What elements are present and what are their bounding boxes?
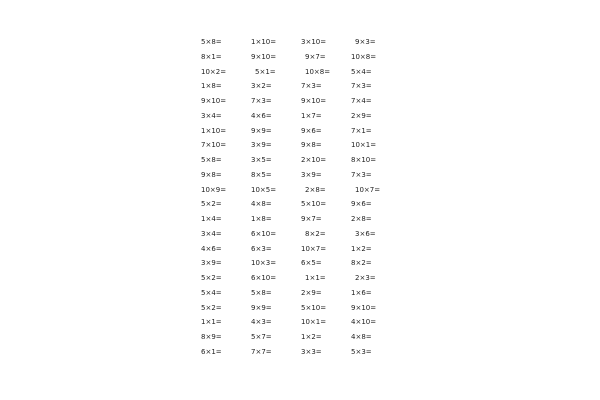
problem-cell: 7×3= <box>251 97 272 105</box>
problem-cell: 6×1= <box>201 347 222 356</box>
problem-cell: 7×3= <box>351 82 372 91</box>
problem-cell: 8×9= <box>201 333 222 341</box>
problem-cell: 8×2= <box>305 229 326 238</box>
problem-cell: 3×5= <box>251 156 272 164</box>
problem-cell: 8×5= <box>251 170 272 179</box>
problem-cell: 4×3= <box>251 318 272 327</box>
problem-cell: 2×9= <box>301 288 322 297</box>
problem-cell: 9×10= <box>201 97 227 105</box>
problem-cell: 1×1= <box>305 274 326 282</box>
problem-cell: 1×2= <box>351 244 372 253</box>
problem-cell: 7×3= <box>351 170 372 179</box>
problem-cell: 1×2= <box>301 333 322 341</box>
problem-cell: 1×7= <box>301 111 322 120</box>
problem-cell: 10×8= <box>305 67 331 76</box>
problem-cell: 8×2= <box>351 259 372 268</box>
problem-cell: 2×9= <box>351 111 372 120</box>
problem-cell: 5×7= <box>251 333 272 341</box>
problem-cell: 3×6= <box>355 229 376 238</box>
problem-cell: 1×4= <box>201 215 222 223</box>
problem-cell: 3×2= <box>251 82 272 91</box>
problem-cell: 7×4= <box>351 97 372 105</box>
problem-cell: 1×10= <box>251 38 277 46</box>
problem-cell: 3×4= <box>201 111 222 120</box>
problem-cell: 9×9= <box>251 126 272 135</box>
problem-cell: 9×8= <box>301 141 322 150</box>
problem-cell: 5×4= <box>201 288 222 297</box>
problem-cell: 7×7= <box>251 347 272 356</box>
problem-cell: 2×8= <box>305 185 326 194</box>
problem-cell: 2×3= <box>355 274 376 282</box>
problem-cell: 5×8= <box>251 288 272 297</box>
problem-cell: 10×8= <box>351 52 377 61</box>
problem-cell: 10×1= <box>351 141 377 150</box>
problem-cell: 10×7= <box>301 244 327 253</box>
problem-cell: 5×2= <box>201 200 222 209</box>
problem-cell: 9×7= <box>301 215 322 223</box>
problem-cell: 4×10= <box>351 318 377 327</box>
problem-cell: 3×9= <box>251 141 272 150</box>
problem-cell: 2×10= <box>301 156 327 164</box>
problem-cell: 7×10= <box>201 141 227 150</box>
problem-cell: 5×10= <box>301 200 327 209</box>
problem-cell: 5×10= <box>301 303 327 312</box>
problem-cell: 3×9= <box>301 170 322 179</box>
problem-cell: 9×8= <box>201 170 222 179</box>
problem-cell: 1×1= <box>201 318 222 327</box>
problem-cell: 2×8= <box>351 215 372 223</box>
problem-cell: 10×9= <box>201 185 227 194</box>
problem-cell: 5×2= <box>201 303 222 312</box>
problem-cell: 7×3= <box>301 82 322 91</box>
problem-cell: 9×7= <box>305 52 326 61</box>
problem-cell: 6×3= <box>251 244 272 253</box>
problem-cell: 10×5= <box>251 185 277 194</box>
problem-cell: 6×10= <box>251 274 277 282</box>
problem-cell: 8×10= <box>351 156 377 164</box>
problem-cell: 5×8= <box>201 38 222 46</box>
problem-cell: 4×8= <box>251 200 272 209</box>
problem-cell: 1×10= <box>201 126 227 135</box>
problem-cell: 3×3= <box>301 347 322 356</box>
problem-cell: 3×10= <box>301 38 327 46</box>
problem-cell: 9×10= <box>301 97 327 105</box>
problem-cell: 10×7= <box>355 185 381 194</box>
problem-cell: 1×8= <box>201 82 222 91</box>
problem-cell: 3×9= <box>201 259 222 268</box>
problem-cell: 9×3= <box>355 38 376 46</box>
problem-cell: 9×10= <box>251 52 277 61</box>
problem-cell: 5×1= <box>255 67 276 76</box>
problem-cell: 6×10= <box>251 229 277 238</box>
problem-cell: 4×8= <box>351 333 372 341</box>
problem-cell: 6×5= <box>301 259 322 268</box>
problem-cell: 3×4= <box>201 229 222 238</box>
problem-cell: 9×10= <box>351 303 377 312</box>
problem-cell: 10×2= <box>201 67 227 76</box>
problem-cell: 5×4= <box>351 67 372 76</box>
problem-cell: 7×1= <box>351 126 372 135</box>
problem-cell: 10×1= <box>301 318 327 327</box>
problem-cell: 1×8= <box>251 215 272 223</box>
problem-cell: 4×6= <box>201 244 222 253</box>
problem-cell: 1×6= <box>351 288 372 297</box>
problem-cell: 9×6= <box>301 126 322 135</box>
problem-cell: 10×3= <box>251 259 277 268</box>
problem-cell: 4×6= <box>251 111 272 120</box>
problem-cell: 5×3= <box>351 347 372 356</box>
problem-cell: 5×2= <box>201 274 222 282</box>
problem-cell: 8×1= <box>201 52 222 61</box>
problem-cell: 9×9= <box>251 303 272 312</box>
problem-cell: 9×6= <box>351 200 372 209</box>
problem-cell: 5×8= <box>201 156 222 164</box>
